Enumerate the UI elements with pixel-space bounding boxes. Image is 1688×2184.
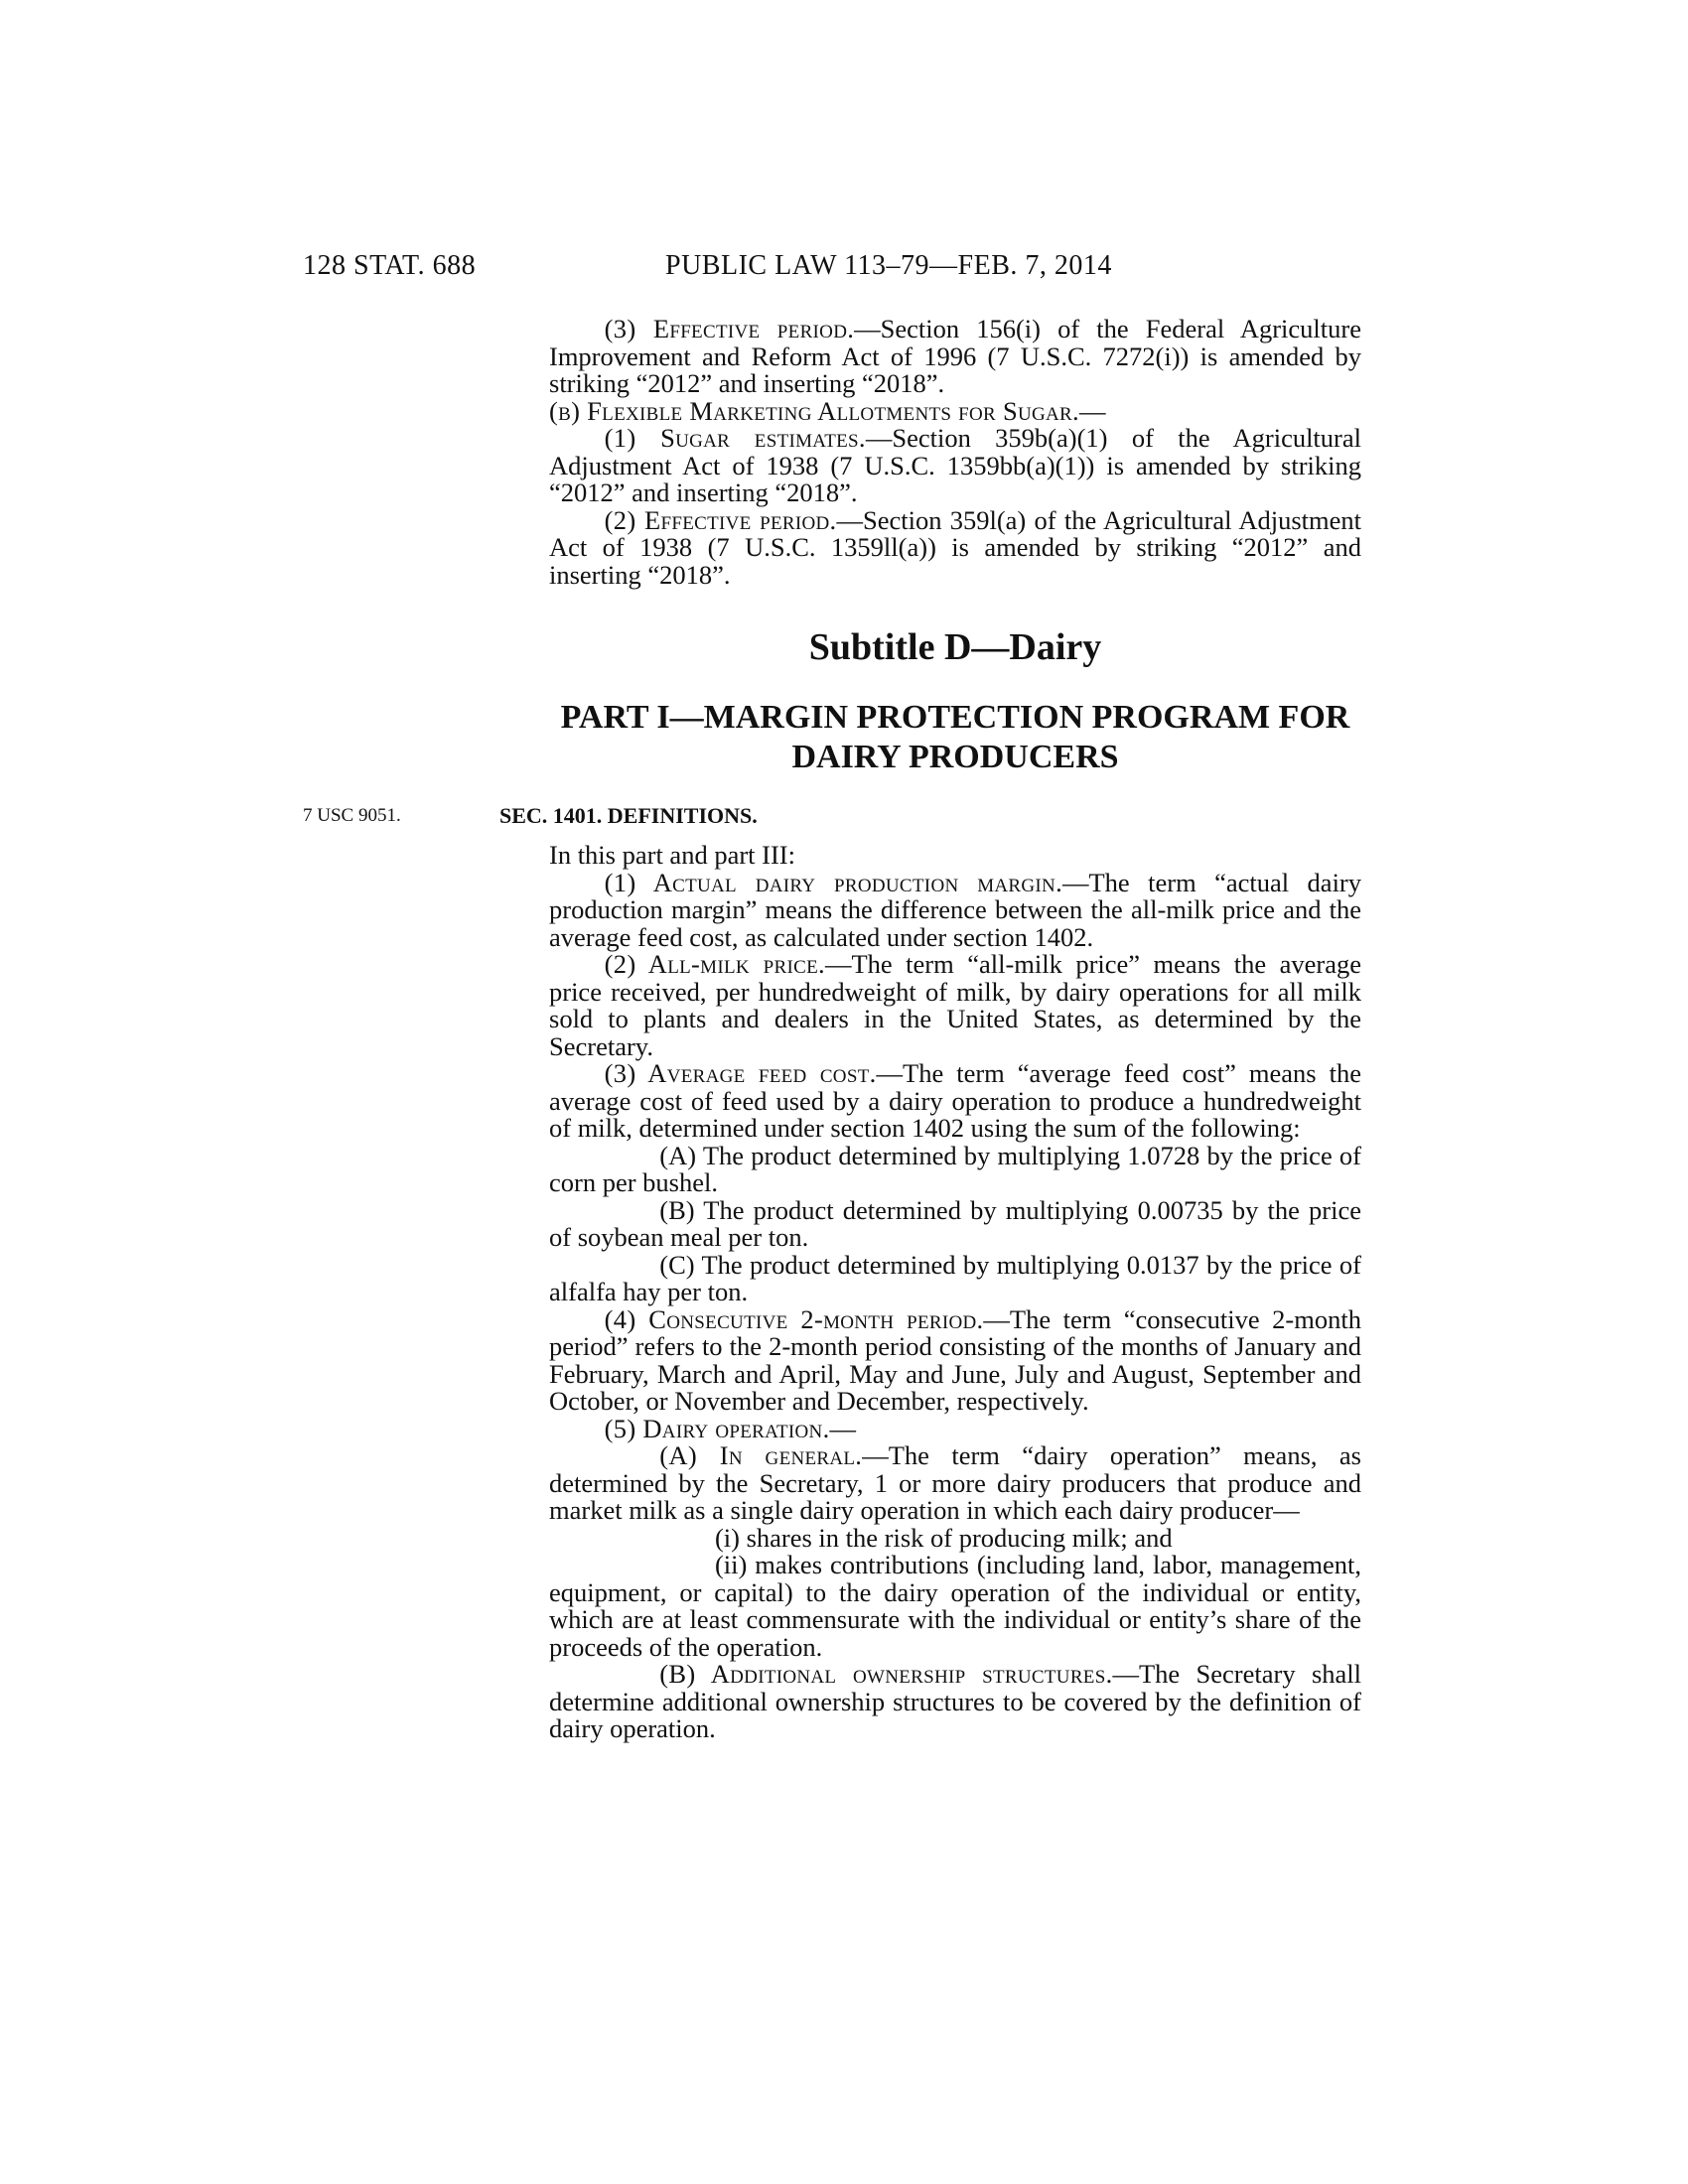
definition-text: —The Secretary shall determine additional ownership structures to be covered by the definition of dairy operation. xyxy=(549,1659,1361,1743)
definition-text: (C) The product determined by multiplying 0.0137 by the price of alfalfa hay per ton. xyxy=(549,1249,1361,1306)
intro-text: In this part and part III: xyxy=(549,840,795,870)
definition-text: (A) The product determined by multiplying 1.0728 by the price of corn per bushel. xyxy=(549,1140,1361,1197)
definition-text: —The term “all-milk price” means the average price received, per hundredweight of milk, by dairy operations for all milk sold to plants and dealers in the United States, as determined by the Secretary. xyxy=(549,949,1361,1061)
definitions-section xyxy=(549,842,1361,1743)
top-section xyxy=(549,316,1361,589)
definition-5a-i xyxy=(549,1522,1361,1553)
page-header-law: PUBLIC LAW 113–79—FEB. 7, 2014 xyxy=(665,250,1112,281)
part-heading: PART I—MARGIN PROTECTION PROGRAM FOR DAIRY PRODUCERS xyxy=(560,699,1350,775)
definition-5b xyxy=(549,1661,1361,1743)
page-header-stat: 128 STAT. 688 xyxy=(303,250,477,281)
definition-text: (ii) makes contributions (including land, labor, management, equipment, or capital) to the dairy operation of the individual or entity, which are at least commensurate with the individual or entity’s share of the proceeds of the operation. xyxy=(549,1550,1361,1662)
definition-heading: (2) All-milk price. xyxy=(604,949,825,979)
definition-heading: (4) Consecutive 2-month period. xyxy=(604,1303,984,1334)
paragraph-heading: (3) Effective period. xyxy=(604,314,855,343)
paragraph-heading: (2) Effective period. xyxy=(604,504,837,535)
definition-3 xyxy=(549,1060,1361,1143)
definition-5 xyxy=(549,1413,1361,1443)
definition-heading: (A) In general. xyxy=(659,1440,863,1470)
definition-text: (i) shares in the risk of producing milk; and xyxy=(714,1522,1173,1553)
paragraph-b1 xyxy=(549,425,1361,507)
margin-note: 7 USC 9051. xyxy=(303,805,401,826)
definition-3a xyxy=(549,1140,1361,1197)
definition-text: — xyxy=(829,1413,857,1443)
definition-2 xyxy=(549,951,1361,1060)
paragraph-text: —Section 359b(a)(1) of the Agricultural Adjustment Act of 1938 (7 U.S.C. 1359bb(a)(1)) is amended by striking “2012” and inserting “2018”. xyxy=(549,423,1361,507)
paragraph-a3 xyxy=(549,316,1361,398)
definition-4 xyxy=(549,1303,1361,1416)
definition-text: —The term “actual dairy production margin” means the difference between the all-milk price and the average feed cost, as calculated under section 1402. xyxy=(549,867,1362,952)
definition-5a-ii xyxy=(549,1552,1361,1661)
paragraph-text: —Section 359l(a) of the Agricultural Adjustment Act of 1938 (7 U.S.C. 1359ll(a)) is amended by striking “2012” and inserting “2018”. xyxy=(549,504,1361,590)
paragraph-text: — xyxy=(1078,395,1106,426)
definition-5a xyxy=(549,1442,1361,1525)
definition-3c xyxy=(549,1249,1361,1306)
paragraph-b xyxy=(549,395,1361,426)
definition-1 xyxy=(549,867,1362,952)
definition-text: (B) The product determined by multiplying 0.00735 by the price of soybean meal per ton. xyxy=(549,1194,1361,1252)
definition-text: —The term “consecutive 2-month period” refers to the 2-month period consisting of the months of January and February, March and April, May and June, July and August, September and October, or November and December, respectively. xyxy=(549,1303,1361,1416)
definition-heading: (5) Dairy operation. xyxy=(604,1413,830,1443)
definition-text: —The term “dairy operation” means, as determined by the Secretary, 1 or more dairy producers that produce and market milk as a single dairy operation in which each dairy producer— xyxy=(549,1440,1361,1525)
paragraph-text: —Section 156(i) of the Federal Agriculture Improvement and Reform Act of 1996 (7 U.S.C. 7272(i)) is amended by striking “2012” and inserting “2018”. xyxy=(549,314,1361,398)
paragraph-b2 xyxy=(549,504,1361,590)
paragraph-heading: (1) Sugar estimates. xyxy=(604,423,866,453)
section-heading: SEC. 1401. DEFINITIONS. xyxy=(499,803,758,828)
definition-heading: (1) Actual dairy production margin. xyxy=(604,867,1062,897)
definition-3b xyxy=(549,1194,1361,1252)
definition-heading: (B) Additional ownership structures. xyxy=(659,1659,1113,1689)
definition-heading: (3) Average feed cost. xyxy=(604,1058,877,1088)
subtitle-heading: Subtitle D—Dairy xyxy=(808,626,1102,668)
paragraph-heading: (b) Flexible Marketing Allotments for Sugar. xyxy=(549,395,1079,426)
definition-text: —The term “average feed cost” means the average cost of feed used by a dairy operation to produce a hundredweight of milk, determined under section 1402 using the sum of the following: xyxy=(549,1058,1361,1143)
